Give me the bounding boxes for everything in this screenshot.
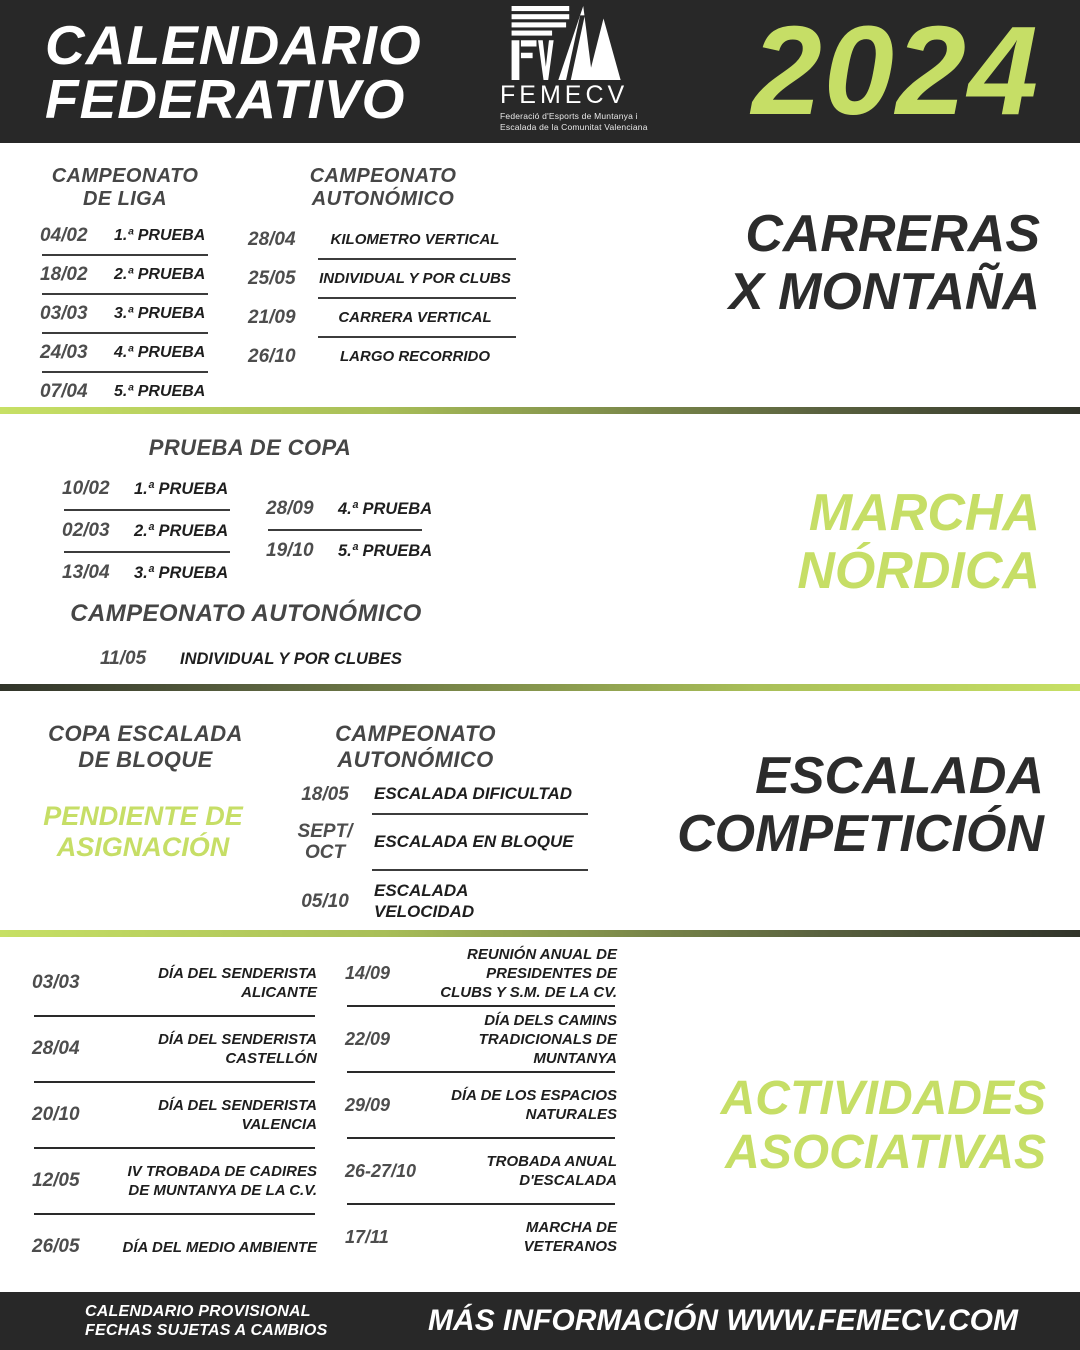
section-title-line2: X MONTAÑA: [728, 263, 1040, 321]
row-divider: [42, 332, 208, 334]
section-title-line2: ASOCIATIVAS: [725, 1126, 1046, 1179]
liga-heading-line2: DE LIGA: [83, 188, 167, 210]
provisional-note-line2: FECHAS SUJETAS A CAMBIOS: [85, 1322, 328, 1339]
event-label: MARCHA DE VETERANOS: [523, 1219, 617, 1255]
event-label: DÍA DE LOS ESPACIOS NATURALES: [451, 1087, 617, 1123]
event-date: 26-27/10: [345, 1160, 417, 1181]
event-label: ESCALADA EN BLOQUE: [374, 832, 574, 851]
event-date: 25/05: [248, 267, 296, 289]
table-row: [345, 1007, 617, 1071]
section-title-line2: NÓRDICA: [797, 542, 1040, 600]
table-row: [40, 377, 210, 406]
event-label: TROBADA ANUAL D'ESCALADA: [486, 1153, 617, 1189]
table-row: [40, 299, 210, 328]
row-divider: [268, 529, 422, 531]
footer-bar: [0, 1292, 1080, 1350]
table-row: [40, 221, 210, 250]
copa-rows-left: [62, 474, 232, 588]
event-date: 22/09: [345, 1028, 391, 1049]
event-date-line2: OCT: [304, 842, 346, 863]
table-row: [32, 1083, 317, 1147]
section-divider: [0, 930, 1080, 937]
copa-bloque-heading: [28, 721, 263, 773]
escalada-autonomico-heading: [298, 721, 533, 773]
section-carreras-x-montana: [0, 143, 1080, 407]
event-date: 19/10: [266, 540, 314, 561]
header-bar: [0, 0, 1080, 143]
event-label: 2.ª PRUEBA: [134, 521, 229, 540]
section-title-line2: COMPETICIÓN: [677, 805, 1044, 863]
event-date: 18/02: [40, 263, 88, 285]
logo-subtitle: [500, 111, 670, 132]
event-label: KILOMETRO VERTICAL: [330, 231, 500, 248]
femecv-logo: [500, 6, 670, 132]
table-row: [32, 1215, 317, 1279]
event-label: 4.ª PRUEBA: [114, 343, 206, 361]
table-row: [288, 819, 588, 865]
campeonato-de-liga-column: [40, 165, 210, 406]
copa-bloque-heading-line2: DE BLOQUE: [78, 747, 213, 772]
section-title-line1: ACTIVIDADES: [720, 1072, 1046, 1125]
page-title: [45, 13, 422, 130]
event-label: 3.ª PRUEBA: [114, 304, 206, 322]
event-date: 13/04: [62, 562, 110, 583]
event-date: 07/04: [40, 380, 88, 402]
event-label: LARGO RECORRIDO: [340, 348, 490, 365]
event-label: 5.ª PRUEBA: [114, 382, 206, 400]
section-title-line1: CARRERAS: [745, 205, 1040, 263]
table-row: [248, 264, 518, 293]
event-label: REUNIÓN ANUAL DE PRESIDENTES DE CLUBS Y S.M. DE LA CV.: [440, 945, 617, 1001]
row-divider: [42, 371, 208, 373]
more-info-text: MÁS INFORMACIÓN WWW.FEMECV.COM: [428, 1304, 1018, 1337]
escalada-autonomico-heading-line1: CAMPEONATO: [335, 721, 496, 746]
table-row: [32, 1017, 317, 1081]
section-escalada-competicion: [0, 691, 1080, 930]
row-divider: [372, 813, 588, 815]
section-actividades-asociativas: [0, 937, 1080, 1292]
year-label: 2024: [751, 0, 1040, 141]
provisional-note: [85, 1302, 327, 1340]
event-label: DÍA DELS CAMINS TRADICIONALS DE MUNTANYA: [478, 1011, 617, 1067]
event-date: [288, 784, 362, 805]
table-row: [62, 558, 232, 588]
event-date: 26/10: [248, 345, 296, 367]
row-divider: [318, 297, 516, 299]
table-row: [32, 1149, 317, 1213]
row-divider: [64, 551, 230, 553]
event-date: 02/03: [62, 520, 110, 541]
autonomico-heading-line2: AUTONÓMICO: [311, 188, 455, 210]
provisional-note-line1: CALENDARIO PROVISIONAL: [85, 1303, 311, 1320]
section-title-escalada: [677, 747, 1044, 863]
row-divider: [318, 336, 516, 338]
event-label: DÍA DEL SENDERISTA VALENCIA: [158, 1097, 317, 1133]
autonomico-rows: [248, 225, 518, 371]
row-divider: [372, 869, 588, 871]
liga-heading: [40, 165, 210, 211]
event-date: 24/03: [40, 341, 88, 363]
campeonato-autonomico-column: [248, 165, 518, 371]
section-title-marcha: [797, 484, 1040, 600]
event-label: 2.ª PRUEBA: [114, 265, 206, 283]
event-date: 28/09: [266, 498, 314, 519]
row-divider: [318, 258, 516, 260]
event-label: ESCALADA VELOCIDAD: [374, 881, 475, 921]
prueba-de-copa-heading: PRUEBA DE COPA: [148, 435, 352, 460]
escalada-rows: [288, 779, 588, 927]
section-title-actividades: [721, 1072, 1046, 1180]
title-line2: FEDERATIVO: [45, 67, 406, 130]
liga-rows: [40, 221, 210, 406]
table-row: [288, 875, 588, 927]
pendiente-line1: PENDIENTE DE: [43, 801, 243, 831]
logo-subtitle-line2: Escalada de la Comunitat Valenciana: [500, 121, 648, 132]
event-date: 10/02: [62, 478, 110, 499]
table-row: [266, 536, 433, 566]
event-date: 20/10: [32, 1104, 80, 1125]
pendiente-line2: ASIGNACIÓN: [56, 832, 230, 862]
event-date: 14/09: [345, 962, 391, 983]
event-date-line1: 05/10: [301, 890, 349, 912]
event-date: [288, 821, 362, 863]
section-title-line1: MARCHA: [808, 484, 1040, 542]
table-row: [100, 644, 402, 674]
event-date: 03/03: [32, 972, 80, 993]
title-line1: CALENDARIO: [45, 13, 422, 76]
table-row: [345, 1139, 617, 1203]
section-title-line1: ESCALADA: [755, 747, 1044, 805]
logo-subtitle-line1: Federació d'Esports de Muntanya i: [500, 111, 638, 121]
event-label: 5.ª PRUEBA: [338, 541, 433, 560]
event-date: 21/09: [248, 306, 296, 328]
event-date-line1: SEPT/: [297, 821, 353, 842]
event-label: 1.ª PRUEBA: [114, 226, 206, 244]
event-date: 26/05: [32, 1236, 80, 1257]
row-divider: [42, 254, 208, 256]
logo-name: FEMECV: [500, 81, 629, 109]
event-label: 1.ª PRUEBA: [134, 479, 229, 498]
event-date: 29/09: [345, 1094, 391, 1115]
event-date: 12/05: [32, 1170, 80, 1191]
autonomico-heading: [248, 165, 518, 211]
table-row: [345, 1073, 617, 1137]
table-row: [62, 474, 232, 504]
event-label: 4.ª PRUEBA: [338, 499, 433, 518]
table-row: [248, 303, 518, 332]
autonomico-heading-line1: CAMPEONATO: [309, 165, 457, 187]
table-row: [288, 779, 588, 809]
event-date: 28/04: [32, 1038, 80, 1059]
section-divider: [0, 407, 1080, 414]
event-label: ESCALADA DIFICULTAD: [374, 784, 572, 803]
table-row: [62, 516, 232, 546]
event-label: INDIVIDUAL Y POR CLUBES: [180, 649, 402, 668]
table-row: [345, 941, 617, 1005]
table-row: [248, 225, 518, 254]
event-label: INDIVIDUAL Y POR CLUBS: [319, 270, 511, 287]
copa-rows-right: [266, 494, 433, 566]
section-marcha-nordica: [0, 414, 1080, 684]
event-label: CARRERA VERTICAL: [338, 309, 492, 326]
pendiente-asignacion-note: [18, 801, 268, 863]
marcha-autonomico-heading: CAMPEONATO AUTONÓMICO: [70, 600, 422, 627]
copa-bloque-heading-line1: COPA ESCALADA: [48, 721, 243, 746]
event-date-line1: 18/05: [301, 783, 349, 805]
table-row: [40, 260, 210, 289]
escalada-autonomico-heading-line2: AUTONÓMICO: [337, 747, 494, 772]
event-date: 17/11: [345, 1226, 389, 1247]
event-date: 03/03: [40, 302, 88, 324]
liga-heading-line1: CAMPEONATO: [51, 165, 199, 187]
table-row: [266, 494, 433, 524]
event-label: DÍA DEL SENDERISTA ALICANTE: [158, 965, 317, 1001]
event-label: 3.ª PRUEBA: [134, 563, 229, 582]
event-date: [288, 891, 362, 912]
row-divider: [64, 509, 230, 511]
event-label: IV TROBADA DE CADIRES DE MUNTANYA DE LA C.V.: [127, 1163, 317, 1199]
event-label: DÍA DEL SENDERISTA CASTELLÓN: [158, 1031, 317, 1067]
row-divider: [42, 293, 208, 295]
table-row: [32, 951, 317, 1015]
table-row: [248, 342, 518, 371]
section-title-carreras: [729, 205, 1040, 321]
table-row: [40, 338, 210, 367]
event-date: 04/02: [40, 224, 88, 246]
event-date: 28/04: [248, 228, 296, 250]
actividades-right-column: [345, 941, 617, 1269]
event-date: 11/05: [100, 648, 147, 669]
section-divider: [0, 684, 1080, 691]
actividades-left-column: [32, 951, 317, 1279]
table-row: [345, 1205, 617, 1269]
event-label: DÍA DEL MEDIO AMBIENTE: [122, 1238, 317, 1256]
mountain-logo-icon: [506, 6, 634, 80]
